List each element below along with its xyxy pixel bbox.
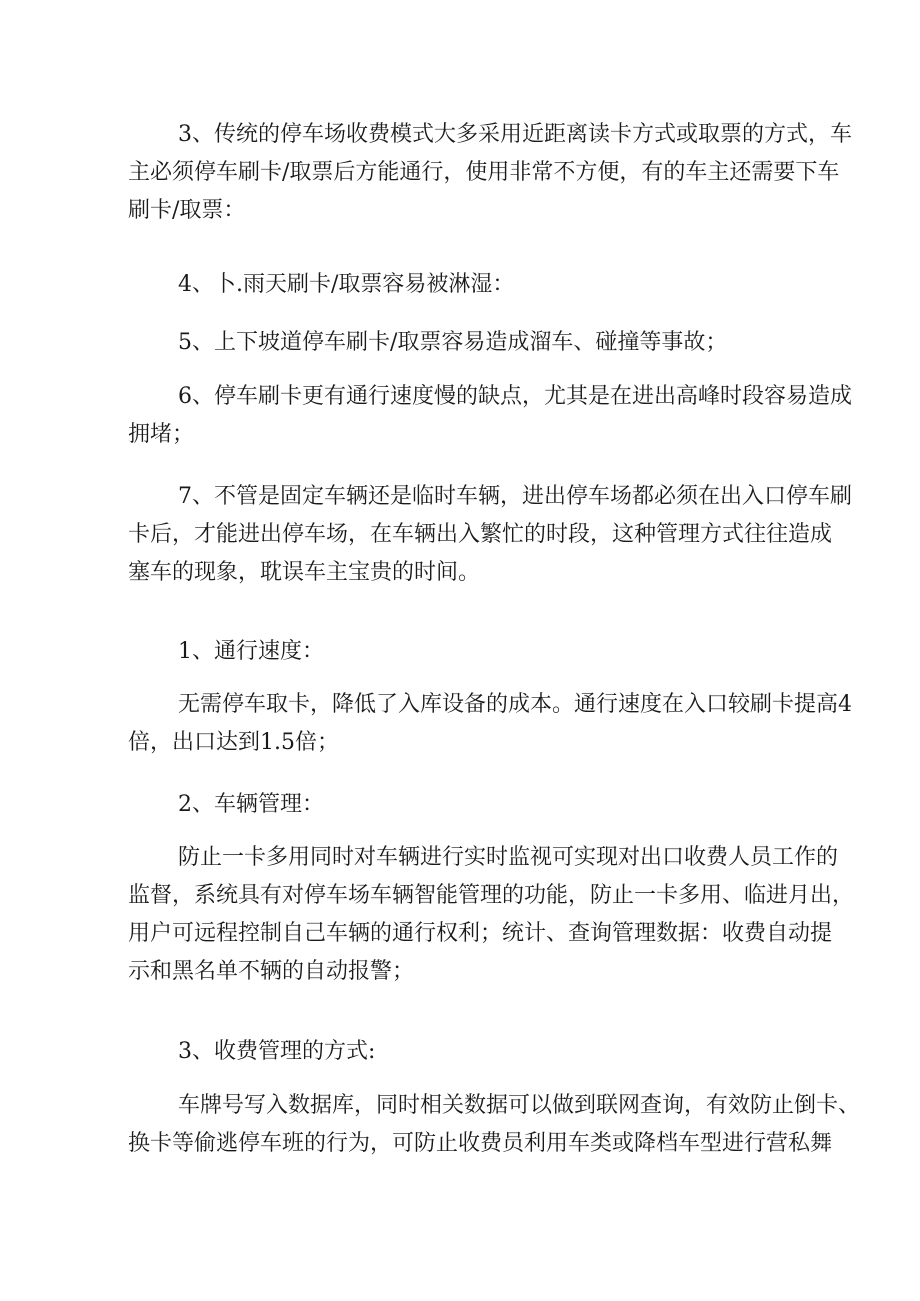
text-line: 拥堵； <box>128 422 195 447</box>
text-line: 防止一卡多用同时对车辆进行实时监视可实现对出口收费人员工作的 <box>178 845 839 870</box>
text-line: 倍，出口达到1.5倍； <box>128 730 339 755</box>
text-line: 用户可远程控制自己车辆的通行权利；统计、查询管理数据：收费自动提 <box>128 921 833 946</box>
paragraph-traditional-mode <box>128 116 852 230</box>
text-line: 7、不管是固定车辆还是临时车辆，进出停车场都必须在出入口停车刷 <box>178 484 852 509</box>
text-line: 主必须停车刷卡/取票后方能通行，使用非常不方便，有的车主还需要下车 <box>128 160 840 185</box>
text-line: 刷卡/取票： <box>128 198 246 223</box>
text-line: 6、停车刷卡更有通行速度慢的缺点，尤其是在进出高峰时段容易造成 <box>178 384 852 409</box>
paragraph-speed-issue <box>128 378 852 454</box>
heading-vehicle-management <box>178 786 798 824</box>
text-line: 卡后，才能进出停车场，在车辆出入繁忙的时段，这种管理方式往往造成 <box>128 522 833 547</box>
text-line: 3、收费管理的方式: <box>178 1039 376 1064</box>
heading-fee-management <box>178 1033 798 1071</box>
text-line: 车牌号写入数据库，同时相关数据可以做到联网查询，有效防止倒卡、 <box>178 1093 861 1118</box>
text-line: 5、上下坡道停车刷卡/取票容易造成溜车、碰撞等事故； <box>178 330 728 355</box>
paragraph-rain <box>178 266 798 304</box>
paragraph-fee-management-body <box>128 1087 861 1163</box>
text-line: 1、通行速度： <box>178 639 324 664</box>
text-line: 2、车辆管理： <box>178 792 324 817</box>
paragraph-fixed-vehicle <box>128 478 852 592</box>
paragraph-pass-speed-body <box>128 686 852 762</box>
text-line: 3、传统的停车场收费模式大多采用近距离读卡方式或取票的方式，车 <box>178 122 852 147</box>
paragraph-vehicle-management-body <box>128 839 855 991</box>
text-line: 塞车的现象，耽误车主宝贵的时间。 <box>128 560 481 585</box>
text-line: 4、卜.雨天刷卡/取票容易被淋湿： <box>178 272 515 297</box>
text-line: 示和黑名单不辆的自动报警； <box>128 959 415 984</box>
paragraph-slope <box>178 324 798 362</box>
text-line: 换卡等偷逃停车班的行为，可防止收费员利用车类或降档车型进行营私舞 <box>128 1131 833 1156</box>
heading-pass-speed <box>178 633 798 671</box>
text-line: 无需停车取卡，降低了入库设备的成本。通行速度在入口较刷卡提高4 <box>178 692 852 717</box>
text-line: 监督，系统具有对停车场车辆智能管理的功能，防止一卡多用、临进月出， <box>128 883 855 908</box>
